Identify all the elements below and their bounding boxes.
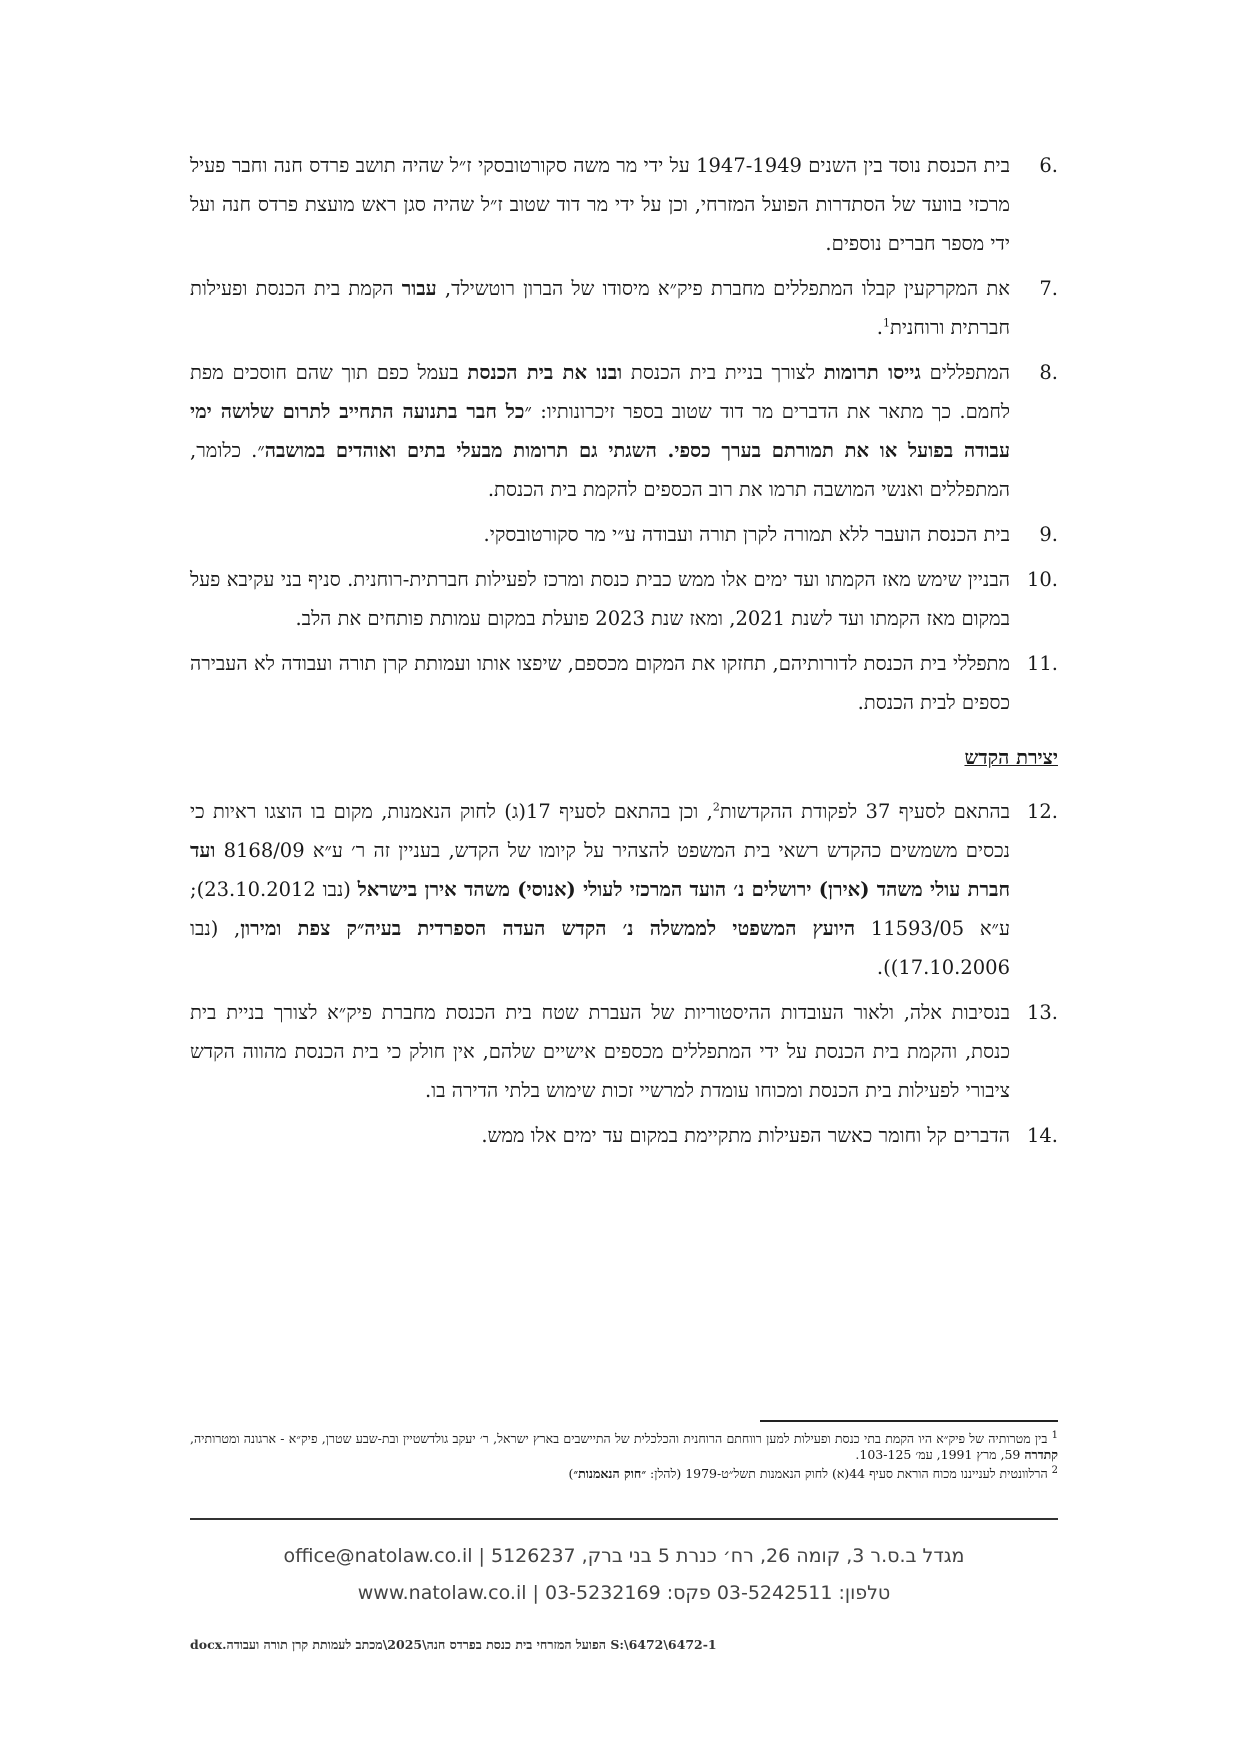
text-run: ) [568, 1466, 574, 1482]
section-heading: יצירת הקדש [964, 746, 1058, 769]
numbered-paragraph [190, 560, 1058, 638]
footer-phone-line: טלפון: 03-5242511 פקס: 03-5232169 | www.natolaw.co.il [357, 1582, 891, 1604]
footer-address-line: מגדל ב.ס.ר 3, קומה 26, רח׳ כנרת 5 בני ברק, 5126237 | office@natolaw.co.il [283, 1545, 965, 1567]
paragraph-text [190, 560, 1010, 638]
numbered-paragraph [190, 146, 1058, 263]
paragraph-number: 14. [1026, 1124, 1058, 1147]
text-run: את המקרקעין קבלו המתפללים מחברת פיק״א מיסודו של הברון רוטשילד, [436, 277, 1010, 300]
footnote-ref: 1 [882, 316, 890, 330]
bold-text: עבור [401, 277, 437, 300]
bold-text: ״חוק הנאמנות״ [573, 1466, 647, 1482]
numbered-paragraph [190, 269, 1058, 347]
paragraph-text [190, 1116, 1010, 1155]
text-run: הבניין שימש מאז הקמתו ועד ימים אלו ממש כבית כנסת ומרכז לפעילות חברתית-רוחנית. סניף בני עקיבא פעל במקום מאז הקמתו ועד לשנת 2021, ומאז שנת 2023 פועלת במקום עמותת פותחים את הלב. [190, 568, 1010, 630]
footnote [190, 1428, 1058, 1463]
paragraph-text [190, 993, 1010, 1110]
text-run: הקמת בית הכנסת ופעילות חברתית ורוחנית [190, 277, 1010, 339]
text-run: לצורך בניית בית הכנסת [622, 361, 824, 384]
text-run: (נבו 23.10.2012); ע״א 11593/05 [190, 878, 1011, 940]
footer-divider [190, 1518, 1058, 1520]
numbered-paragraph [190, 644, 1058, 722]
text-run: בין מטרותיה של פיק״א היו הקמת בתי כנסת ופעילות למען רווחתם הרוחנית והכלכלית של התיישבים בארץ ישראל, ר׳ יעקב גולדשטיין ובת-שבע שטרן, פיק״א - ארגונה ומטרותיה, [190, 1431, 1052, 1447]
text-run: , וכן בהתאם לסעיף 17(ג) לחוק הנאמנות, מקום בו הוצגו ראיות כי נכסים משמשים כהקדש רשאי בית המשפט להצהיר על קיומו של הקדש, בעניין זה ר׳ ע״א 8168/09 [190, 800, 1010, 862]
text-run: המתפללים [920, 361, 1011, 384]
paragraph-number: 9. [1039, 523, 1058, 546]
text-run: , (נבו 17.10.2006)). [190, 917, 1010, 979]
text-run: . [876, 316, 883, 339]
text-run: בית הכנסת נוסד בין השנים 1947-1949 על ידי מר משה סקורטובסקי ז״ל שהיה תושב פרדס חנה וחבר פעיל מרכזי בוועד של הסתדרות הפועל המזרחי, וכן על ידי מר דוד שטוב ז״ל שהיה סגן ראש מועצת פרדס חנה ועל ידי מספר חברים נוספים. [190, 154, 1010, 255]
paragraph-number: 12. [1026, 800, 1058, 823]
bold-text: ובנו את בית הכנסת [467, 361, 623, 384]
numbered-paragraph [190, 993, 1058, 1110]
bold-text: היועץ המשפטי לממשלה נ׳ הקדש העדה הספרדית בעיה״ק צפת ומירון [240, 917, 856, 940]
text-run: בנסיבות אלה, ולאור העובדות ההיסטוריות של העברת שטח בית הכנסת מחברת פיק״א לצורך בניית בית כנסת, והקמת בית הכנסת על ידי המתפללים מכספים אישיים שלהם, אין חולק כי בית הכנסת מהווה הקדש ציבורי לפעילות בית הכנסת ומכוחו עומדת למרשיי זכות שימוש בלתי הדירה בו. [190, 1001, 1010, 1102]
numbered-paragraph [190, 1116, 1058, 1155]
bold-text: כל חבר בתנועה התחייב לתרום שלושה ימי עבודה בפועל או את תמורתם בערך כספי. השגתי גם תרומות מבעלי בתים ואוהדים במושבה [190, 400, 1010, 462]
footnote-separator [760, 1420, 1058, 1422]
text-run: הרלוונטית לענייננו מכוח הוראת סעיף 44(א) לחוק הנאמנות תשל״ט-1979 (להלן: [646, 1466, 1052, 1482]
footnote-ref: 2 [712, 800, 720, 814]
bold-text: גייסו תרומות [823, 361, 921, 384]
text-run: בית הכנסת הועבר ללא תמורה לקרן תורה ועבודה ע״י מר סקורטובסקי. [483, 523, 1010, 546]
paragraph-number: 13. [1026, 1001, 1058, 1024]
footnotes [190, 1428, 1058, 1482]
numbered-paragraph [190, 515, 1058, 554]
text-run: 59, מרץ 1991, עמ׳ 103-125. [855, 1447, 1025, 1463]
paragraph-number: 11. [1026, 652, 1058, 675]
bold-text: ועד חברת עולי משהד (אירן) ירושלים נ׳ הועד המרכזי לעולי (אנוסי) משהד אירן בישראל [190, 839, 1010, 901]
document-body [190, 146, 1058, 1161]
text-run: הדברים קל וחומר כאשר הפעילות מתקיימת במקום עד ימים אלו ממש. [481, 1124, 1010, 1147]
text-run: מתפללי בית הכנסת לדורותיהם, תחזקו את המקום מכספם, שיפצו אותו ועמותת קרן תורה ועבודה לא העבירה כספים לבית הכנסת. [190, 652, 1010, 714]
paragraph-text [190, 353, 1010, 509]
numbered-paragraph [190, 353, 1058, 509]
numbered-paragraph [190, 792, 1058, 987]
footnote [190, 1463, 1058, 1482]
paragraph-text [190, 644, 1010, 722]
paragraph-text [190, 269, 1010, 347]
text-run: בעמל כפם תוך שהם חוסכים מפת לחמם. כך מתאר את הדברים מר דוד שטוב בספר זיכרונותיו: ״ [190, 361, 1010, 423]
paragraph-text [190, 792, 1010, 987]
text-run: בהתאם לסעיף 37 לפקודת ההקדשות [719, 800, 1010, 823]
text-run: ״. כלומר, המתפללים ואנשי המושבה תרמו את רוב הכספים להקמת בית הכנסת. [190, 439, 1010, 501]
paragraph-text [190, 146, 1010, 263]
bold-text: קתדרה [1024, 1447, 1058, 1463]
paragraph-text [190, 515, 1010, 554]
paragraph-number: 6. [1039, 154, 1058, 177]
numbered-paragraphs-history [190, 146, 1058, 722]
footnote-number: 2 [1051, 1465, 1058, 1477]
paragraph-number: 10. [1026, 568, 1058, 591]
paragraph-number: 7. [1039, 277, 1058, 300]
paragraph-number: 8. [1039, 361, 1058, 384]
footnote-number: 1 [1051, 1430, 1058, 1441]
numbered-paragraphs-endowment [190, 792, 1058, 1155]
file-path: S:\6472\6472-1 הפועל המזרחי בית כנסת בפרדס חנה\2025\מכתב לעמותת קרן תורה ועבודה.docx [190, 1637, 717, 1652]
